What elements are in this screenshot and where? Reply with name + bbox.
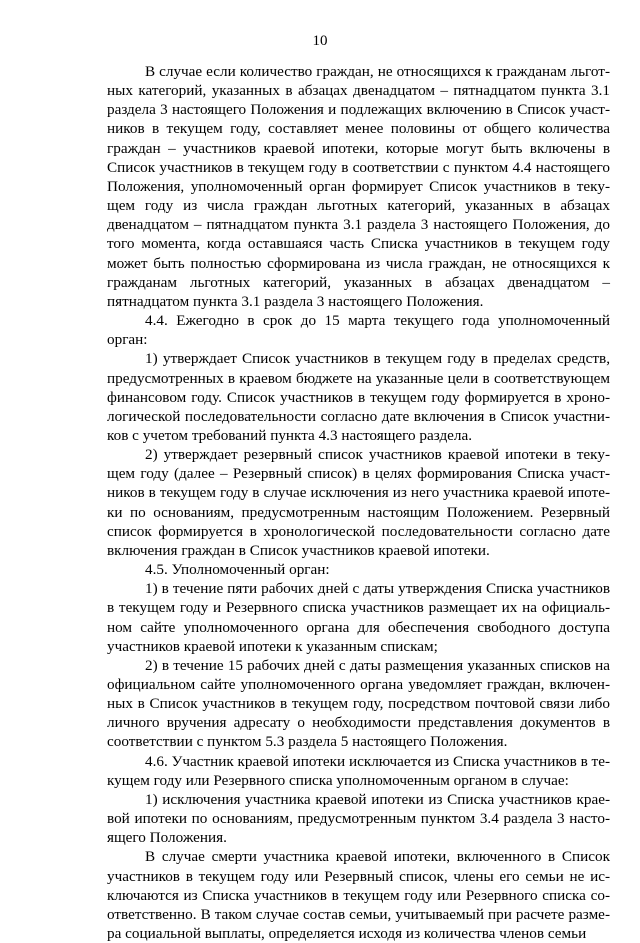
paragraph: 1) утверждает Список участников в текущем году в пределах средств, предусмотренных в краевом бюджете на указанные цели в соответствующем финансовом году. Список участников в текущем году формируется в хронологической последовательности согласно дате включения в Список участников с учетом требований пункта 4.3 настоящего раздела.	[107, 350, 610, 444]
paragraph: 4.5. Уполномоченный орган:	[145, 561, 330, 579]
document-body	[107, 62, 610, 943]
paragraph: В случае если количество граждан, не относящихся к гражданам льготных категорий, указанных в абзацах двенадцатом – пятнадцатом пункта 3.1 раздела 3 настоящего Положения и подлежащих включению в Список участников в текущем году, составляет менее половины от общего количества граждан – участников краевой ипотеки, которые могут быть включены в Список участников в текущем году в соответствии с пунктом 4.4 настоящего Положения, уполномоченный орган формирует Список участников в текущем году из числа граждан льготных категорий, указанных в абзацах двенадцатом – пятнадцатом пункта 3.1 раздела 3 настоящего Положения, до того момента, когда оставшаяся часть Списка участников в текущем году может быть полностью сформирована из числа граждан, не относящихся к гражданам льготных категорий, указанных в абзацах двенадцатом – пятнадцатом пункта 3.1 раздела 3 настоящего Положения.	[107, 63, 610, 310]
paragraph: 4.6. Участник краевой ипотеки исключается из Списка участников в текущем году или Резервного списка уполномоченным органом в случае:	[107, 752, 610, 789]
paragraph: В случае смерти участника краевой ипотеки, включенного в Список участников в текущем году или Резервный список, члены его семьи не исключаются из Списка участников в текущем году или Резервного списка соответственно. В таком случае состав семьи, учитываемый при расчете размера социальной выплаты, определяется исходя из количества членов семьи	[107, 848, 610, 943]
paragraph: 2) в течение 15 рабочих дней с даты размещения указанных списков на официальном сайте уполномоченного органа уведомляет граждан, включенных в Список участников в текущем году, посредством почтовой связи либо личного вручения адресату о необходимости представления документов в соответствии с пунктом 5.3 раздела 5 настоящего Положения.	[107, 656, 610, 751]
paragraph: 1) в течение пяти рабочих дней с даты утверждения Списка участников в текущем году и Резервного списка участников размещает их на официальном сайте уполномоченного органа для обеспечения свободного доступа участников краевой ипотеки к указанным спискам;	[107, 580, 610, 655]
paragraph: 4.4. Ежегодно в срок до 15 марта текущего года уполномоченный орган:	[107, 312, 610, 349]
paragraph: 1) исключения участника краевой ипотеки из Списка участников краевой ипотеки по основаниям, предусмотренным пунктом 3.4 раздела 3 настоящего Положения.	[107, 790, 610, 847]
paragraph: 2) утверждает резервный список участников краевой ипотеки в текущем году (далее – Резервный список) в целях формирования Списка участников в текущем году в случае исключения из него участника краевой ипотеки по основаниям, предусмотренным настоящим Положением. Резервный список формируется в хронологической последовательности согласно дате включения граждан в Список участников краевой ипотеки.	[107, 446, 610, 559]
page-number: 10	[312, 33, 328, 49]
